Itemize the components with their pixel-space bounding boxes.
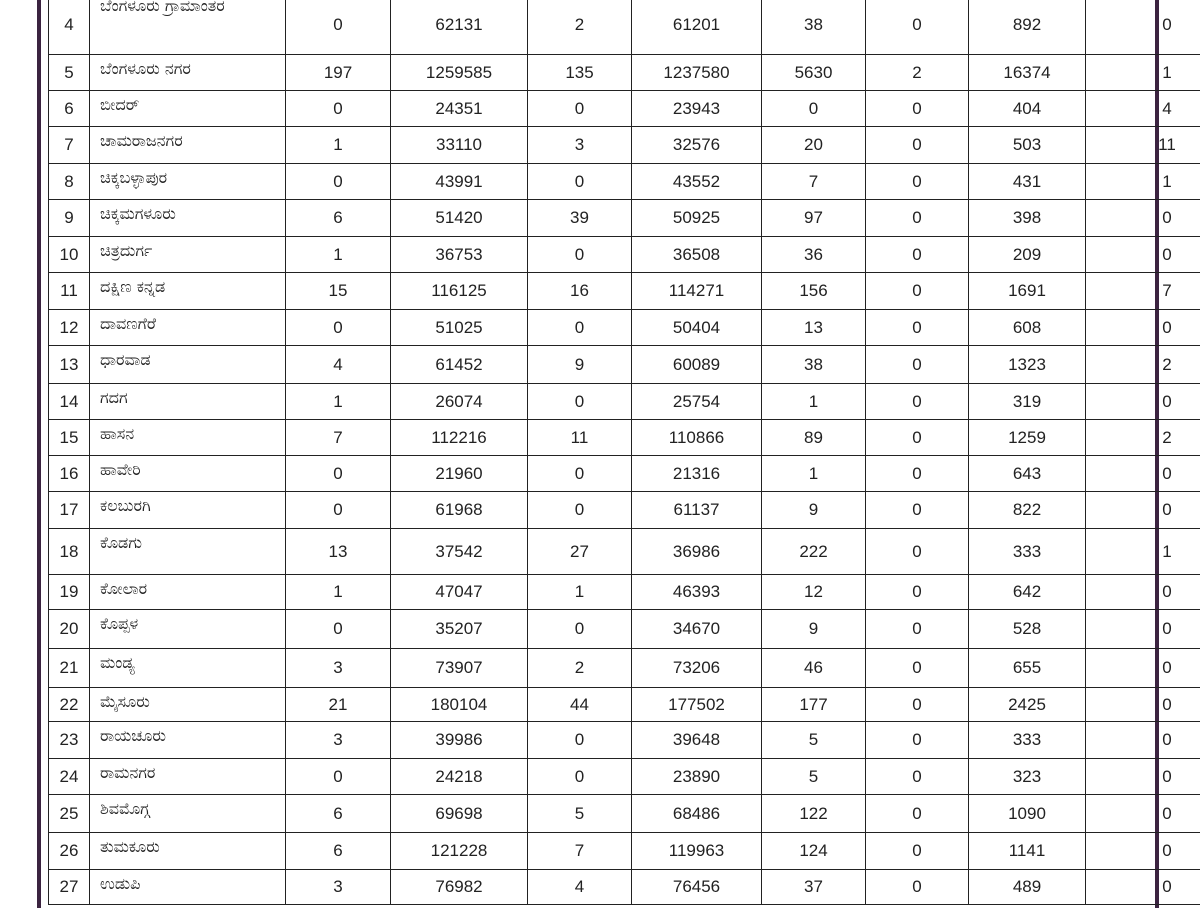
value-cell-c1: 3 [286,870,391,905]
value-cell-c3: 0 [528,164,632,200]
value-cell-c6: 0 [866,91,969,127]
value-cell-c4: 1237580 [632,55,762,91]
serial-number-cell: 25 [49,795,90,833]
value-cell-c5: 7 [762,164,866,200]
value-cell-c5: 20 [762,127,866,164]
value-cell-c4: 43552 [632,164,762,200]
value-cell-c5: 97 [762,200,866,237]
district-name-cell: ಕೋಲಾರ [90,575,286,610]
value-cell-c7: 1323 [969,346,1086,384]
value-cell-c4: 23890 [632,759,762,795]
table-row [49,722,1200,759]
table-row [49,127,1200,164]
value-cell-c8: 0 [1086,833,1200,870]
value-cell-c4: 114271 [632,273,762,310]
value-cell-c6: 0 [866,649,969,688]
value-cell-c6: 2 [866,55,969,91]
value-cell-c1: 0 [286,310,391,346]
value-cell-c3: 0 [528,492,632,529]
value-cell-c3: 44 [528,688,632,722]
table-row [49,492,1200,529]
table-row [49,795,1200,833]
table-row [49,575,1200,610]
value-cell-c1: 0 [286,164,391,200]
value-cell-c6: 0 [866,200,969,237]
district-name-cell: ದಾವಣಗೆರೆ [90,310,286,346]
value-cell-c2: 51420 [391,200,528,237]
value-cell-c8: 0 [1086,610,1200,649]
value-cell-c1: 21 [286,688,391,722]
value-cell-c3: 9 [528,346,632,384]
value-cell-c5: 46 [762,649,866,688]
district-name-cell: ಗದಗ [90,384,286,420]
value-cell-c6: 0 [866,346,969,384]
value-cell-c4: 39648 [632,722,762,759]
value-cell-c1: 3 [286,649,391,688]
value-cell-c5: 5 [762,722,866,759]
serial-number-cell: 18 [49,529,90,575]
value-cell-c2: 73907 [391,649,528,688]
value-cell-c8: 0 [1086,456,1200,492]
value-cell-c4: 73206 [632,649,762,688]
value-cell-c7: 404 [969,91,1086,127]
table-row [49,610,1200,649]
table-row [49,529,1200,575]
value-cell-c5: 177 [762,688,866,722]
value-cell-c1: 1 [286,237,391,273]
district-name-cell: ಕೊಡಗು [90,529,286,575]
value-cell-c8: 0 [1086,688,1200,722]
district-name-cell: ಧಾರವಾಡ [90,346,286,384]
district-name-cell: ಚಿಕ್ಕಮಗಳೂರು [90,200,286,237]
value-cell-c3: 135 [528,55,632,91]
district-name-cell: ಶಿವಮೊಗ್ಗ [90,795,286,833]
value-cell-c8: 1 [1086,55,1200,91]
value-cell-c3: 0 [528,310,632,346]
value-cell-c4: 36986 [632,529,762,575]
value-cell-c6: 0 [866,273,969,310]
serial-number-cell: 16 [49,456,90,492]
value-cell-c2: 69698 [391,795,528,833]
value-cell-c5: 156 [762,273,866,310]
value-cell-c4: 23943 [632,91,762,127]
table-row [49,759,1200,795]
value-cell-c3: 2 [528,0,632,55]
value-cell-c8: 7 [1086,273,1200,310]
table-row [49,55,1200,91]
value-cell-c2: 24351 [391,91,528,127]
value-cell-c7: 16374 [969,55,1086,91]
table-row [49,420,1200,456]
table-row [49,0,1200,55]
serial-number-cell: 11 [49,273,90,310]
value-cell-c5: 13 [762,310,866,346]
district-name-cell: ಕೊಪ್ಪಳ [90,610,286,649]
value-cell-c8: 0 [1086,384,1200,420]
serial-number-cell: 15 [49,420,90,456]
serial-number-cell: 21 [49,649,90,688]
table-row [49,273,1200,310]
value-cell-c3: 7 [528,833,632,870]
value-cell-c4: 68486 [632,795,762,833]
value-cell-c2: 36753 [391,237,528,273]
value-cell-c6: 0 [866,456,969,492]
value-cell-c7: 319 [969,384,1086,420]
table-row [49,456,1200,492]
value-cell-c8: 0 [1086,0,1200,55]
district-name-cell: ಕಲಬುರಗಿ [90,492,286,529]
value-cell-c6: 0 [866,833,969,870]
serial-number-cell: 12 [49,310,90,346]
value-cell-c8: 11 [1086,127,1200,164]
value-cell-c3: 0 [528,722,632,759]
value-cell-c4: 34670 [632,610,762,649]
value-cell-c1: 6 [286,795,391,833]
value-cell-c8: 0 [1086,759,1200,795]
serial-number-cell: 13 [49,346,90,384]
value-cell-c2: 39986 [391,722,528,759]
value-cell-c7: 431 [969,164,1086,200]
value-cell-c1: 1 [286,384,391,420]
serial-number-cell: 4 [49,0,90,55]
value-cell-c6: 0 [866,127,969,164]
value-cell-c7: 1141 [969,833,1086,870]
value-cell-c4: 46393 [632,575,762,610]
value-cell-c3: 0 [528,91,632,127]
value-cell-c5: 9 [762,610,866,649]
value-cell-c2: 1259585 [391,55,528,91]
value-cell-c1: 3 [286,722,391,759]
value-cell-c2: 21960 [391,456,528,492]
value-cell-c2: 26074 [391,384,528,420]
value-cell-c5: 12 [762,575,866,610]
value-cell-c4: 61137 [632,492,762,529]
value-cell-c5: 1 [762,384,866,420]
value-cell-c7: 822 [969,492,1086,529]
value-cell-c6: 0 [866,384,969,420]
value-cell-c3: 0 [528,759,632,795]
value-cell-c3: 39 [528,200,632,237]
table-row [49,164,1200,200]
value-cell-c5: 38 [762,0,866,55]
value-cell-c2: 61968 [391,492,528,529]
serial-number-cell: 10 [49,237,90,273]
value-cell-c7: 398 [969,200,1086,237]
value-cell-c7: 1691 [969,273,1086,310]
table-row [49,833,1200,870]
value-cell-c8: 1 [1086,529,1200,575]
value-cell-c5: 124 [762,833,866,870]
value-cell-c3: 16 [528,273,632,310]
value-cell-c1: 1 [286,127,391,164]
serial-number-cell: 8 [49,164,90,200]
value-cell-c7: 608 [969,310,1086,346]
value-cell-c4: 21316 [632,456,762,492]
district-name-cell: ಚಾಮರಾಜನಗರ [90,127,286,164]
value-cell-c1: 0 [286,91,391,127]
value-cell-c4: 32576 [632,127,762,164]
value-cell-c2: 47047 [391,575,528,610]
district-name-cell: ಬೆಂಗಳೂರು ಗ್ರಾಮಾಂತರ [90,0,286,55]
serial-number-cell: 9 [49,200,90,237]
serial-number-cell: 24 [49,759,90,795]
table-row [49,649,1200,688]
value-cell-c6: 0 [866,688,969,722]
value-cell-c1: 15 [286,273,391,310]
value-cell-c1: 0 [286,456,391,492]
table-row [49,688,1200,722]
value-cell-c7: 503 [969,127,1086,164]
value-cell-c7: 892 [969,0,1086,55]
value-cell-c8: 0 [1086,200,1200,237]
value-cell-c3: 0 [528,237,632,273]
serial-number-cell: 14 [49,384,90,420]
serial-number-cell: 27 [49,870,90,905]
value-cell-c7: 489 [969,870,1086,905]
value-cell-c5: 5630 [762,55,866,91]
value-cell-c5: 222 [762,529,866,575]
value-cell-c3: 3 [528,127,632,164]
value-cell-c3: 0 [528,456,632,492]
value-cell-c5: 1 [762,456,866,492]
value-cell-c5: 5 [762,759,866,795]
value-cell-c4: 61201 [632,0,762,55]
value-cell-c6: 0 [866,870,969,905]
value-cell-c8: 2 [1086,346,1200,384]
value-cell-c6: 0 [866,0,969,55]
value-cell-c6: 0 [866,310,969,346]
value-cell-c1: 13 [286,529,391,575]
district-name-cell: ದಕ್ಷಿಣ ಕನ್ನಡ [90,273,286,310]
value-cell-c6: 0 [866,529,969,575]
district-name-cell: ಚಿಕ್ಕಬಳ್ಳಾಪುರ [90,164,286,200]
value-cell-c5: 36 [762,237,866,273]
district-name-cell: ರಾಮನಗರ [90,759,286,795]
value-cell-c6: 0 [866,610,969,649]
serial-number-cell: 20 [49,610,90,649]
value-cell-c3: 0 [528,384,632,420]
table-row [49,870,1200,905]
value-cell-c6: 0 [866,575,969,610]
value-cell-c8: 0 [1086,237,1200,273]
serial-number-cell: 5 [49,55,90,91]
serial-number-cell: 23 [49,722,90,759]
value-cell-c5: 89 [762,420,866,456]
value-cell-c3: 11 [528,420,632,456]
value-cell-c2: 43991 [391,164,528,200]
district-name-cell: ರಾಯಚೂರು [90,722,286,759]
value-cell-c4: 50925 [632,200,762,237]
district-name-cell: ಉಡುಪಿ [90,870,286,905]
serial-number-cell: 26 [49,833,90,870]
value-cell-c7: 643 [969,456,1086,492]
district-name-cell: ಮೈಸೂರು [90,688,286,722]
table-row [49,310,1200,346]
value-cell-c2: 121228 [391,833,528,870]
value-cell-c7: 333 [969,722,1086,759]
table-row [49,346,1200,384]
value-cell-c1: 4 [286,346,391,384]
value-cell-c5: 122 [762,795,866,833]
table-body [49,0,1200,905]
value-cell-c1: 7 [286,420,391,456]
value-cell-c6: 0 [866,420,969,456]
value-cell-c7: 1090 [969,795,1086,833]
value-cell-c1: 0 [286,492,391,529]
value-cell-c2: 37542 [391,529,528,575]
value-cell-c8: 0 [1086,649,1200,688]
value-cell-c4: 50404 [632,310,762,346]
value-cell-c7: 209 [969,237,1086,273]
value-cell-c8: 4 [1086,91,1200,127]
value-cell-c8: 0 [1086,575,1200,610]
value-cell-c7: 528 [969,610,1086,649]
serial-number-cell: 19 [49,575,90,610]
value-cell-c7: 2425 [969,688,1086,722]
value-cell-c2: 76982 [391,870,528,905]
value-cell-c6: 0 [866,722,969,759]
district-name-cell: ಚಿತ್ರದುರ್ಗ [90,237,286,273]
value-cell-c4: 60089 [632,346,762,384]
value-cell-c2: 62131 [391,0,528,55]
value-cell-c7: 655 [969,649,1086,688]
value-cell-c8: 0 [1086,310,1200,346]
serial-number-cell: 6 [49,91,90,127]
value-cell-c1: 0 [286,610,391,649]
value-cell-c3: 0 [528,610,632,649]
value-cell-c7: 1259 [969,420,1086,456]
serial-number-cell: 22 [49,688,90,722]
value-cell-c8: 2 [1086,420,1200,456]
value-cell-c2: 180104 [391,688,528,722]
value-cell-c4: 25754 [632,384,762,420]
serial-number-cell: 17 [49,492,90,529]
value-cell-c4: 36508 [632,237,762,273]
value-cell-c8: 1 [1086,164,1200,200]
district-name-cell: ಮಂಡ್ಯ [90,649,286,688]
value-cell-c2: 33110 [391,127,528,164]
table-row [49,91,1200,127]
value-cell-c3: 5 [528,795,632,833]
value-cell-c6: 0 [866,492,969,529]
value-cell-c6: 0 [866,759,969,795]
district-name-cell: ಬೀದರ್ [90,91,286,127]
value-cell-c8: 0 [1086,722,1200,759]
value-cell-c4: 119963 [632,833,762,870]
value-cell-c3: 2 [528,649,632,688]
value-cell-c6: 0 [866,237,969,273]
table-row [49,200,1200,237]
value-cell-c1: 0 [286,0,391,55]
value-cell-c7: 642 [969,575,1086,610]
value-cell-c2: 112216 [391,420,528,456]
value-cell-c1: 1 [286,575,391,610]
value-cell-c7: 323 [969,759,1086,795]
value-cell-c6: 0 [866,164,969,200]
value-cell-c2: 116125 [391,273,528,310]
value-cell-c1: 0 [286,759,391,795]
value-cell-c3: 27 [528,529,632,575]
serial-number-cell: 7 [49,127,90,164]
district-table [48,0,1200,905]
value-cell-c5: 9 [762,492,866,529]
table-row [49,237,1200,273]
value-cell-c1: 6 [286,833,391,870]
district-name-cell: ಬೆಂಗಳೂರು ನಗರ [90,55,286,91]
value-cell-c6: 0 [866,795,969,833]
value-cell-c5: 37 [762,870,866,905]
district-name-cell: ಹಾವೇರಿ [90,456,286,492]
value-cell-c8: 0 [1086,492,1200,529]
value-cell-c1: 6 [286,200,391,237]
value-cell-c5: 0 [762,91,866,127]
value-cell-c8: 0 [1086,795,1200,833]
value-cell-c3: 4 [528,870,632,905]
value-cell-c4: 110866 [632,420,762,456]
value-cell-c3: 1 [528,575,632,610]
value-cell-c7: 333 [969,529,1086,575]
value-cell-c2: 61452 [391,346,528,384]
value-cell-c2: 35207 [391,610,528,649]
table-row [49,384,1200,420]
value-cell-c8: 0 [1086,870,1200,905]
value-cell-c2: 24218 [391,759,528,795]
district-name-cell: ತುಮಕೂರು [90,833,286,870]
value-cell-c2: 51025 [391,310,528,346]
district-name-cell: ಹಾಸನ [90,420,286,456]
value-cell-c5: 38 [762,346,866,384]
value-cell-c4: 177502 [632,688,762,722]
value-cell-c1: 197 [286,55,391,91]
value-cell-c4: 76456 [632,870,762,905]
